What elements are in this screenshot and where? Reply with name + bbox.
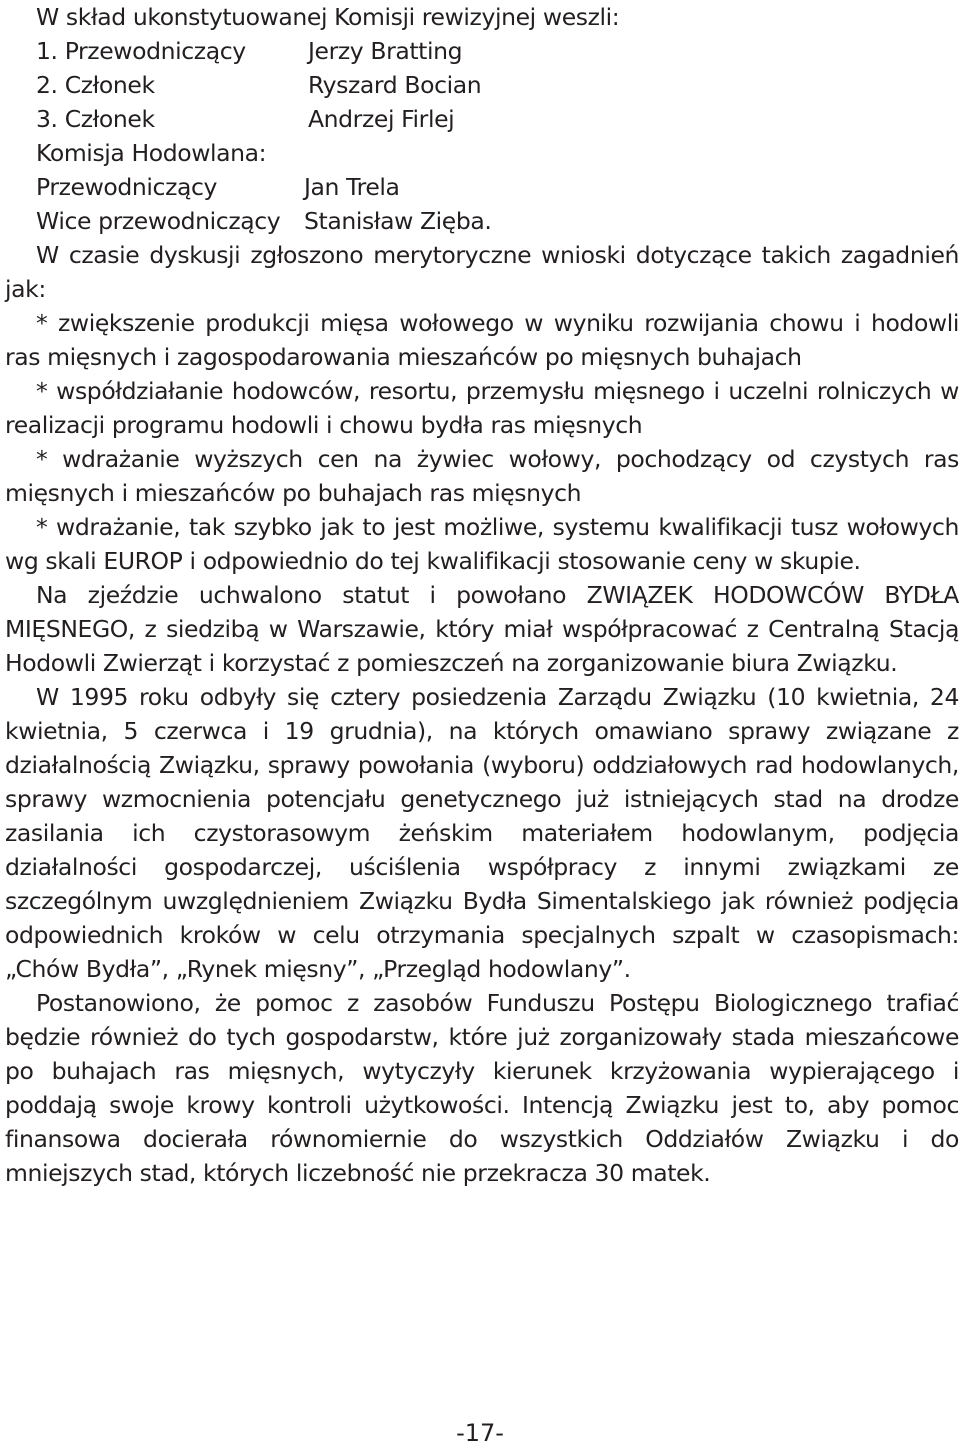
member-name: Jerzy Bratting (308, 37, 463, 65)
breeding-member-row (5, 170, 959, 204)
fund-paragraph: Postanowiono, że pomoc z zasobów Funduszu Postępu Biologicznego trafiać będzie również do tych gospodarstw, które już zorganizowały stada mieszańcowe po buhajach ras mięsnych, wytyczyły kierunek krzyżowania wypierającego i poddają swoje krowy kontroli użytkowości. Intencją Związku jest to, aby pomoc finansowa docierała równomiernie do wszystkich Oddziałów Związku i do mniejszych stad, których liczebność nie przekracza 30 matek. (5, 989, 959, 1187)
member-name: Stanisław Zięba. (304, 207, 492, 235)
statute-paragraph: Na zjeździe uchwalono statut i powołano ZWIĄZEK HODOWCÓW BYDŁA MIĘSNEGO, z siedzibą w Warszawie, który miał współpracować z Centralną Stacją Hodowli Zwierząt i korzystać z pomieszczeń na zorganizowanie biura Związku. (5, 581, 959, 677)
member-name: Ryszard Bocian (308, 71, 482, 99)
member-role: 3. Członek (36, 105, 155, 133)
member-role: Przewodniczący (36, 173, 218, 201)
audit-member-row (5, 102, 959, 136)
meetings-paragraph: W 1995 roku odbyły się cztery posiedzenia Zarządu Związku (10 kwietnia, 24 kwietnia, 5 czerwca i 19 grudnia), na których omawiano sprawy związane z działalnością Związku, sprawy powołania (wyboru) oddziałowych rad hodowlanych, sprawy wzmocnienia potencjału genetycznego już istniejących stad na drodze zasilania ich czystorasowym żeńskim materiałem hodowlanym, podjęcia działalności gospodarczej, uściślenia współpracy z innymi związkami ze szczególnym uwzględnieniem Związku Bydła Simentalskiego jak również podjęcia odpowiednich kroków w celu otrzymania specjalnych szpalt w czasopismach: „Chów Bydła”, „Rynek mięsny”, „Przegląd hodowlany”. (5, 683, 959, 983)
audit-committee-intro: W skład ukonstytuowanej Komisji rewizyjnej weszli: (36, 3, 620, 31)
audit-member-row (5, 34, 959, 68)
proposal-bullet: * zwiększenie produkcji mięsa wołowego w wyniku rozwijania chowu i hodowli ras mięsnych i zagospodarowania mieszańców po mięsnych buhajach (5, 309, 959, 371)
member-role: 1. Przewodniczący (36, 37, 246, 65)
member-role: Wice przewodniczący (36, 207, 281, 235)
proposal-bullet: * współdziałanie hodowców, resortu, przemysłu mięsnego i uczelni rolniczych w realizacji programu hodowli i chowu bydła ras mięsnych (5, 377, 959, 439)
breeding-committee-heading: Komisja Hodowlana: (36, 139, 267, 167)
breeding-member-row (5, 204, 959, 238)
member-name: Andrzej Firlej (308, 105, 455, 133)
proposal-bullet: * wdrażanie, tak szybko jak to jest możliwe, systemu kwalifikacji tusz wołowych wg skali EUROP i odpowiednio do tej kwalifikacji stosowanie ceny w skupie. (5, 513, 959, 575)
audit-member-row (5, 68, 959, 102)
member-name: Jan Trela (304, 173, 400, 201)
document-page (5, 0, 959, 1190)
member-role: 2. Członek (36, 71, 155, 99)
proposal-bullet: * wdrażanie wyższych cen na żywiec wołowy, pochodzący od czystych ras mięsnych i mieszańców po buhajach ras mięsnych (5, 445, 959, 507)
discussion-paragraph: W czasie dyskusji zgłoszono merytoryczne wnioski dotyczące takich zagadnień jak: (5, 241, 959, 303)
page-number: -17- (456, 1419, 504, 1447)
